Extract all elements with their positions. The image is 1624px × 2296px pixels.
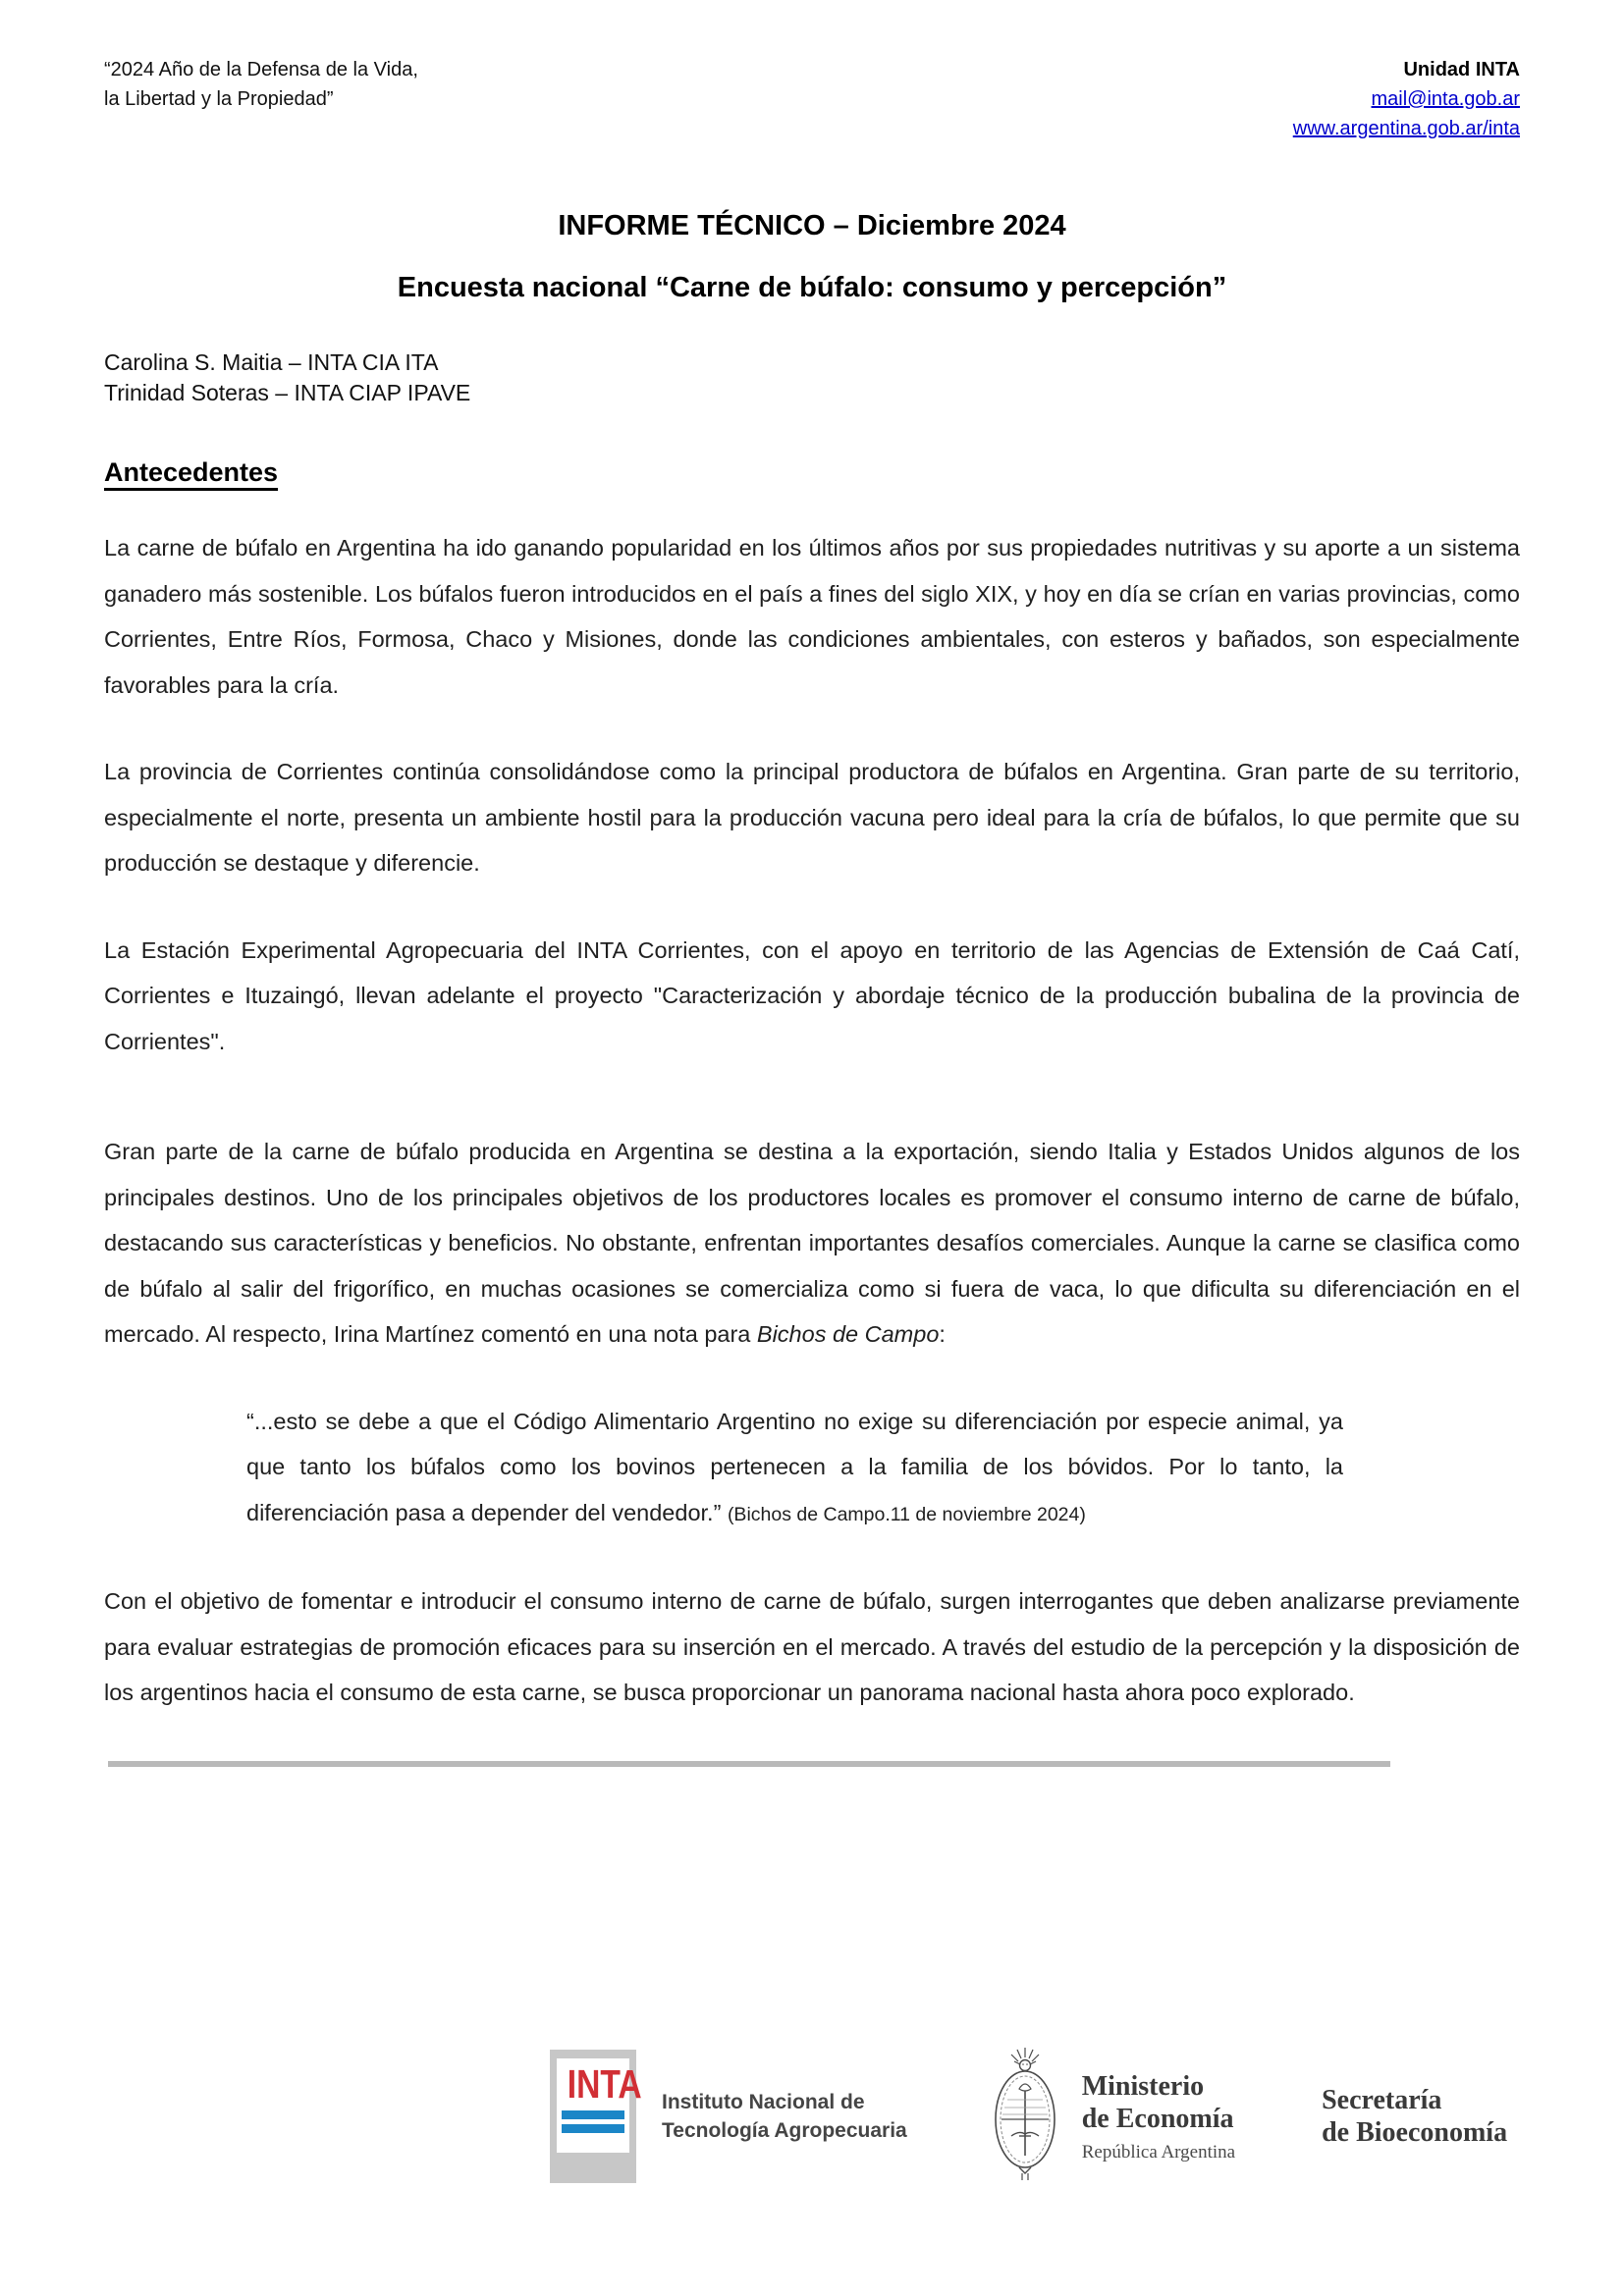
quote-text: “...esto se debe a que el Código Alimentario Argentino no exige su diferenciación por especie animal, ya que tanto los búfalos como los bovinos pertenecen a la familia de los bóvidos. Por lo tanto, la diferenciación pasa a depender del vendedor.” xyxy=(246,1408,1343,1525)
paragraph-4 xyxy=(104,1129,1520,1358)
inta-name-line-2: Tecnología Agropecuaria xyxy=(662,2119,907,2142)
secretary-line-2: de Bioeconomía xyxy=(1322,2117,1508,2148)
paragraph-2: La provincia de Corrientes continúa consolidándose como la principal productora de búfalos en Argentina. Gran parte de su territorio, especialmente el norte, presenta un ambiente hostil para la producción vacuna pero ideal para la cría de búfalos, lo que permite que su producción se destaque y diferencie. xyxy=(104,759,1520,876)
email-link[interactable]: mail@inta.gob.ar xyxy=(1371,88,1520,110)
motto-line-2: la Libertad y la Propiedad” xyxy=(104,88,334,110)
website-link[interactable]: www.argentina.gob.ar/inta xyxy=(1292,118,1520,139)
section-heading-antecedentes: Antecedentes xyxy=(104,457,279,487)
inta-institution-name xyxy=(662,2088,907,2145)
inta-logo-stripe xyxy=(562,2124,624,2133)
ministry-line-1: Ministerio xyxy=(1081,2070,1205,2102)
authors-block xyxy=(104,347,1520,408)
inta-name-line-1: Instituto Nacional de xyxy=(662,2091,865,2113)
inta-logo xyxy=(550,2050,642,2183)
quote-source: (Bichos de Campo.11 de noviembre 2024) xyxy=(727,1503,1086,1525)
paragraph-5: Con el objetivo de fomentar e introducir el consumo interno de carne de búfalo, surgen interrogantes que deben analizarse previamente para evaluar estrategias de promoción eficaces para su inserción en el mercado. A través del estudio de la percepción y la disposición de los argentinos hacia el consumo de esta carne, se busca proporcionar un panorama nacional hasta ahora poco explorado. xyxy=(104,1588,1520,1705)
motto-line-1: “2024 Año de la Defensa de la Vida, xyxy=(104,59,418,80)
secretary-of-bioeconomy-label xyxy=(1322,2084,1507,2149)
paragraph-3: La Estación Experimental Agropecuaria del INTA Corrientes, con el apoyo en territorio de las Agencias de Extensión de Caá Catí, Corrientes e Ituzaingó, llevan adelante el proyecto "Caracterización y abordaje técnico de la producción bubalina de la provincia de Corrientes". xyxy=(104,936,1520,1054)
page-header xyxy=(104,0,1520,143)
ministry-of-economy-label xyxy=(1082,2070,1235,2163)
header-motto xyxy=(104,55,418,143)
footer-logos xyxy=(550,2048,1507,2185)
blockquote-citation xyxy=(246,1399,1343,1538)
inta-logo-wordmark: INTA xyxy=(567,2061,642,2107)
author-line: Trinidad Soteras – INTA CIAP IPAVE xyxy=(104,380,471,405)
unit-name: Unidad INTA xyxy=(1403,59,1520,80)
inta-logo-stripe xyxy=(562,2110,624,2119)
ministry-line-2: de Economía xyxy=(1081,2103,1234,2134)
footer-separator-line xyxy=(108,1761,1390,1767)
paragraph-4-text: Gran parte de la carne de búfalo producida en Argentina se destina a la exportación, siendo Italia y Estados Unidos algunos de los principales destinos. Uno de los principales objetivos de los productores locales es promover el consumo interno de carne de búfalo, destacando sus características y beneficios. No obstante, enfrentan importantes desafíos comerciales. Aunque la carne se clasifica como de búfalo al salir del frigorífico, en muchas ocasiones se comercializa como si fuera de vaca, lo que dificulta su diferenciación en el mercado. Al respecto, Irina Martínez comentó en una nota para xyxy=(104,1139,1520,1347)
header-contact xyxy=(1293,55,1520,143)
paragraph-4-suffix: : xyxy=(939,1321,946,1347)
paragraph-1: La carne de búfalo en Argentina ha ido ganando popularidad en los últimos años por sus propiedades nutritivas y su aporte a un sistema ganadero más sostenible. Los búfalos fueron introducidos en el país a fines del siglo XIX, y hoy en día se crían en varias provincias, como Corrientes, Entre Ríos, Formosa, Chaco y Misiones, donde las condiciones ambientales, con esteros y bañados, son especialmente favorables para la cría. xyxy=(104,535,1520,698)
inta-logo-card xyxy=(557,2058,642,2153)
paragraph-4-publication-name: Bichos de Campo xyxy=(756,1321,940,1347)
argentina-coat-of-arms-icon xyxy=(990,2046,1060,2188)
document-title: INFORME TÉCNICO – Diciembre 2024 xyxy=(558,210,1066,241)
secretary-line-1: Secretaría xyxy=(1322,2085,1442,2115)
republica-argentina-label: República Argentina xyxy=(1081,2141,1236,2163)
title-block xyxy=(104,210,1520,304)
author-line: Carolina S. Maitia – INTA CIA ITA xyxy=(104,349,439,375)
document-subtitle: Encuesta nacional “Carne de búfalo: consumo y percepción” xyxy=(397,272,1227,303)
